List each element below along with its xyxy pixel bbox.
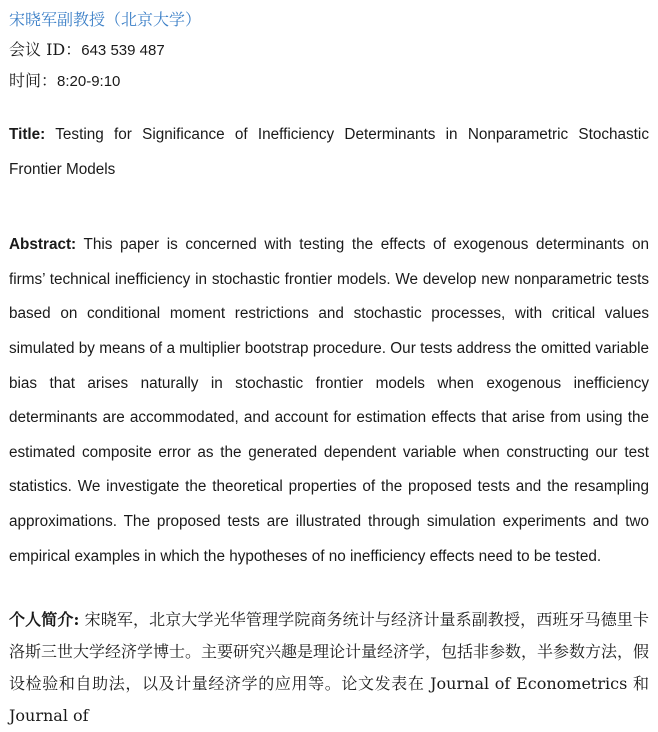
time-line [9, 66, 649, 97]
speaker-heading [9, 5, 649, 35]
speaker-link[interactable]: 宋晓军副教授（北京大学） [9, 10, 202, 29]
document-page [9, 5, 650, 726]
meeting-id-label: 会议 ID： [9, 40, 82, 59]
time-label: 时间： [9, 71, 58, 90]
title-text: Testing for Significance of Inefficiency Determinants in Nonparametric Stochastic Frontier Models [9, 126, 649, 178]
title-label: Title: [9, 126, 46, 143]
abstract-label: Abstract: [9, 236, 77, 254]
bio-paragraph [9, 604, 649, 732]
title-paragraph [9, 118, 649, 187]
meeting-id-value: 643 539 487 [81, 42, 165, 59]
bio-text: 宋晓军，北京大学光华管理学院商务统计与经济计量系副教授，西班牙马德里卡洛斯三世大学经济学博士。主要研究兴趣是理论计量经济学，包括非参数，半参数方法，假设检验和自助法，以及计量经济学的应用等。论文发表在 Journal of Econometrics 和 Journal of [9, 610, 650, 726]
bio-label: 个人简介: [9, 610, 80, 630]
time-value: 8:20-9:10 [57, 73, 121, 90]
abstract-paragraph [9, 228, 649, 574]
meeting-id-line [9, 35, 649, 66]
abstract-text: This paper is concerned with testing the effects of exogenous determinants on firms’ technical inefficiency in stochastic frontier models. We develop new nonparametric tests based on conditional moment restrictions and stochastic processes, with critical values simulated by means of a multiplier bootstrap procedure. Our tests address the omitted variable bias that arises naturally in stochastic frontier models when exogenous inefficiency determinants are accommodated, and account for estimation effects that arise from using the estimated composite error as the generated dependent variable when constructing our test statistics. We investigate the theoretical properties of the proposed tests and the resampling approximations. The proposed tests are illustrated through simulation experiments and two empirical examples in which the hypotheses of no inefficiency effects need to be tested. [9, 236, 649, 565]
